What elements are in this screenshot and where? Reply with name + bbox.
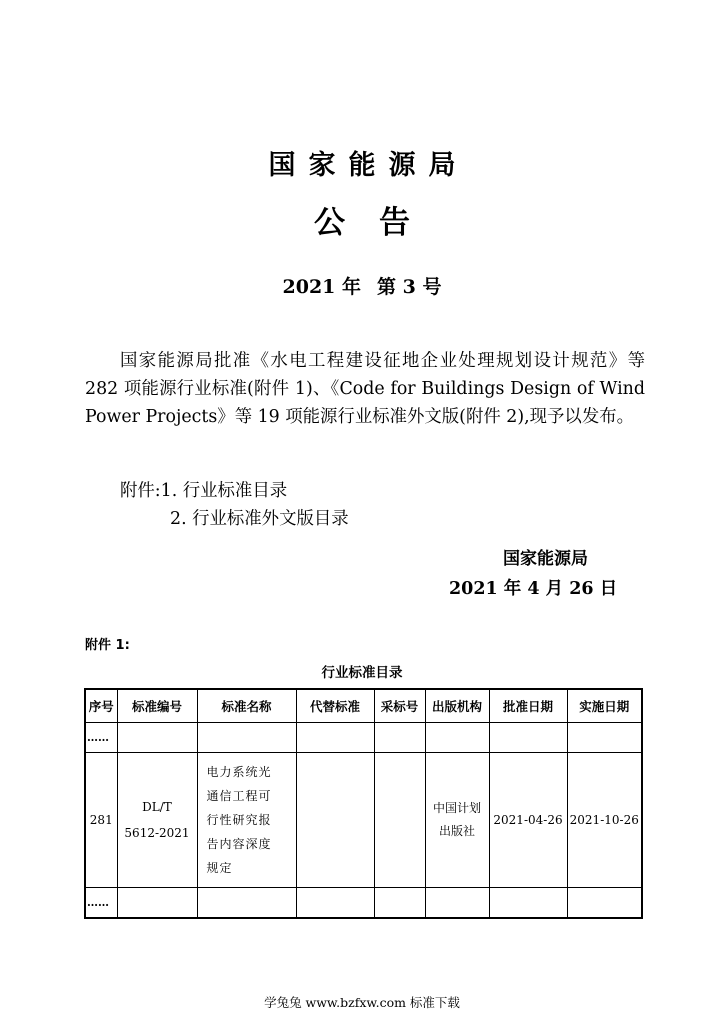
announcement-body [85,347,645,431]
table-header-row [85,689,642,723]
announcement-paragraph: 国家能源局批准《水电工程建设征地企业处理规划设计规范》等 282 项能源行业标准(附件 1)、《Code for Buildings Design of Wind Power Projects》等 19 项能源行业标准外文版(附件 2),现予以发布。 [85,351,645,427]
watermark-footer: 学兔兔 www.bzfxw.com 标准下载 [264,995,460,1010]
cell-effective-date: 2021-10-26 [567,753,642,888]
table-row-ellipsis [85,723,642,753]
name-line: 规定 [206,861,233,875]
issuer-title: 国家能源局 [268,150,469,181]
standard-code-number: 5612-2021 [124,826,190,840]
cell-adopted [374,753,425,888]
issue-number [0,272,724,299]
signature-org: 国家能源局 [503,549,588,569]
name-line: 电力系统光 [206,765,272,779]
publisher-line: 出版社 [438,824,475,838]
name-line: 告内容深度 [206,837,272,851]
table-title: 行业标准目录 [321,665,403,681]
col-header: 代替标准 [296,689,374,723]
col-header: 实施日期 [567,689,642,723]
col-header: 采标号 [374,689,425,723]
table-row-ellipsis [85,888,642,919]
standard-code-prefix: DL/T [142,800,172,814]
cell-publisher [425,753,489,888]
attachment-item-1: 附件:1. 行业标准目录 [120,481,288,501]
cell-replaces [296,753,374,888]
col-header: 序号 [85,689,117,723]
col-header: 标准名称 [197,689,296,723]
cell-standard-code [117,753,197,888]
publisher-line: 中国计划 [432,801,481,815]
appendix-label: 附件 1: [85,638,130,653]
attachment-item-2: 2. 行业标准外文版目录 [170,509,349,529]
cell-approved-date: 2021-04-26 [489,753,567,888]
col-header: 出版机构 [425,689,489,723]
col-header: 标准编号 [117,689,197,723]
cell-seq: 281 [85,753,117,888]
ellipsis-cell: …… [85,888,117,919]
issue-year: 2021 年 [282,276,362,298]
name-line: 行性研究报 [206,813,272,827]
col-header: 批准日期 [489,689,567,723]
ellipsis-cell: …… [85,723,117,753]
document-type-title: 公告 [314,205,444,241]
standards-table [84,688,643,919]
issue-no: 第 3 号 [377,276,442,298]
cell-standard-name [197,753,296,888]
signature-date: 2021 年 4 月 26 日 [449,579,618,599]
name-line: 通信工程可 [206,789,272,803]
table-row [85,753,642,888]
